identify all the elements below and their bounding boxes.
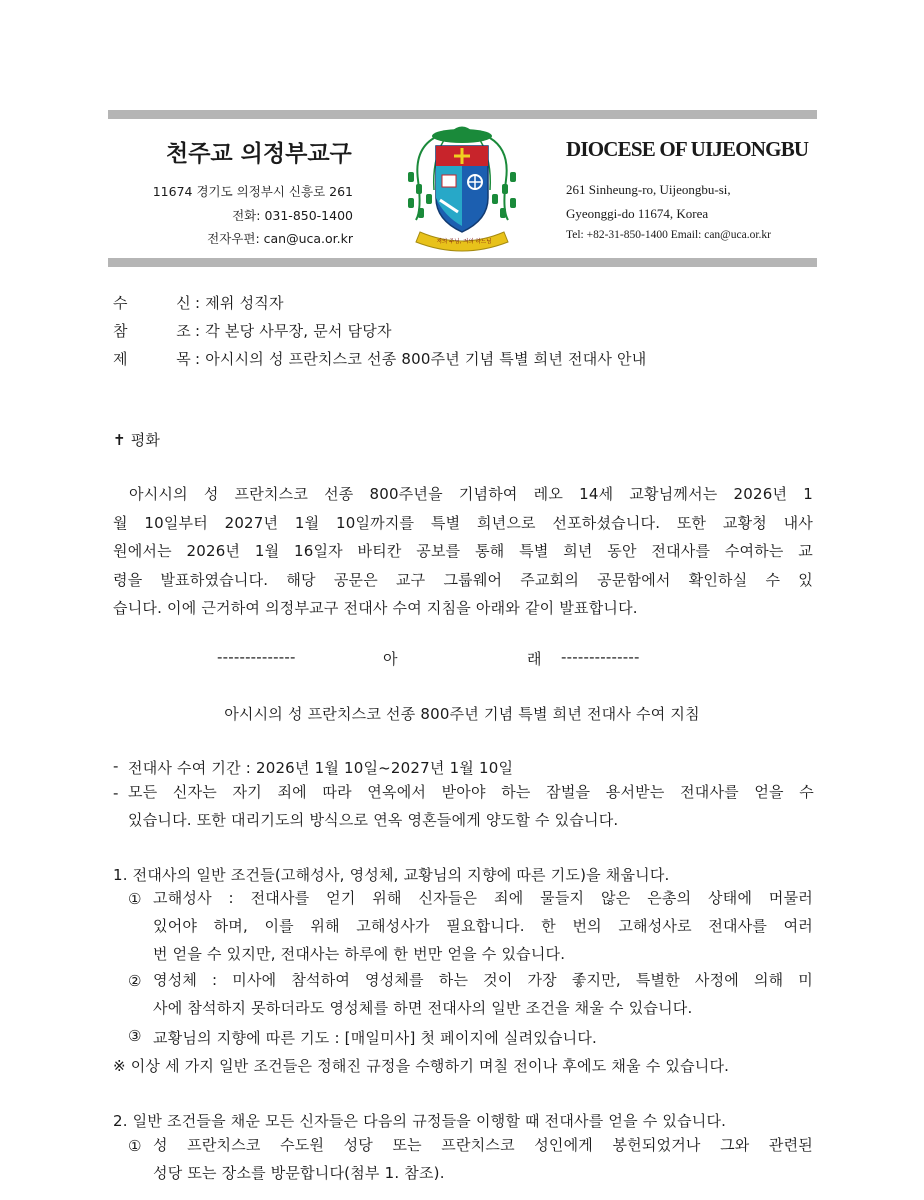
section2-item-visit bbox=[153, 1131, 813, 1187]
diocese-name-korean: 천주교 의정부교구 bbox=[166, 141, 352, 167]
address-english-line2: Gyeonggi-do 11674, Korea bbox=[566, 206, 709, 221]
bullet-indulgence bbox=[128, 778, 814, 834]
item-line: 사에 참석하지 못하더라도 영성체를 하면 전대사의 일반 조건을 채울 수 있습니다. bbox=[153, 999, 693, 1017]
item-line: 있어야 하며, 이를 위해 고해성사가 필요합니다. 한 번의 고해성사로 전대사를 여러 bbox=[153, 917, 813, 935]
diocese-coat-of-arms-icon bbox=[404, 120, 520, 252]
item-line: 번 얻을 수 있지만, 전대사는 하루에 한 번만 얻을 수 있습니다. bbox=[153, 945, 566, 963]
item-number: ① bbox=[128, 890, 142, 908]
bullet-mark: - bbox=[113, 757, 119, 775]
greeting: ✝ 평화 bbox=[113, 431, 161, 449]
phone-korean: 전화: 031-850-1400 bbox=[232, 208, 353, 223]
intro-line: 월 10일부터 2027년 1월 10일까지를 특별 희년으로 선포하셨습니다. 또한 교황청 내사 bbox=[113, 513, 813, 532]
intro-line: 습니다. 이에 근거하여 의정부교구 전대사 수여 지침을 아래와 같이 발표합니다. bbox=[113, 599, 638, 617]
routing-value-subject: : 아시시의 성 프란치스코 선종 800주년 기념 특별 희년 전대사 안내 bbox=[195, 350, 647, 368]
intro-paragraph bbox=[113, 480, 813, 623]
bullet-period: 전대사 수여 기간 : 2026년 1월 10일~2027년 1월 10일 bbox=[128, 759, 514, 777]
item-number: ① bbox=[128, 1137, 142, 1155]
header-bottom-rule bbox=[108, 258, 817, 267]
item-number: ③ bbox=[128, 1027, 142, 1045]
intro-line: 아시시의 성 프란치스코 선종 800주년을 기념하여 레오 14세 교황님께서는 2026년 1 bbox=[129, 485, 813, 503]
item-line: 고해성사 : 전대사를 얻기 위해 신자들은 죄에 물들지 않은 은총의 상태에 머물러 bbox=[153, 889, 813, 907]
address-korean: 11674 경기도 의정부시 신흥로 261 bbox=[152, 184, 353, 199]
item-line: 성당 또는 장소를 방문합니다(첨부 1. 참조). bbox=[153, 1164, 445, 1182]
section1-item-communion bbox=[153, 966, 813, 1022]
email-korean: 전자우편: can@uca.or.kr bbox=[207, 231, 353, 246]
divider-dashes-left: -------------- bbox=[217, 648, 296, 666]
section2-heading: 2. 일반 조건들을 채운 모든 신자들은 다음의 규정들을 이행할 때 전대사를 얻을 수 있습니다. bbox=[113, 1112, 727, 1130]
section-title: 아시시의 성 프란치스코 선종 800주년 기념 특별 희년 전대사 수여 지침 bbox=[224, 705, 700, 723]
section1-note: ※ 이상 세 가지 일반 조건들은 정해진 규정을 수행하기 며칠 전이나 후에도 채울 수 있습니다. bbox=[113, 1057, 730, 1075]
routing-value-reference: : 각 본당 사무장, 문서 담당자 bbox=[195, 322, 392, 340]
coat-of-arms-motto: 저의 주님, 저의 하느님 bbox=[436, 239, 492, 245]
intro-line: 령을 발표하였습니다. 해당 공문은 교구 그룹웨어 주교회의 공문함에서 확인하실 수 있 bbox=[113, 570, 813, 589]
intro-line: 원에서는 2026년 1월 16일자 바티칸 공보를 통해 특별 희년 동안 전대사를 수여하는 교 bbox=[113, 542, 813, 560]
divider-right-char: 래 bbox=[527, 650, 542, 668]
routing-value-recipient: : 제위 성직자 bbox=[195, 294, 284, 312]
routing-label-recipient: 수 신 bbox=[113, 294, 191, 312]
bullet-line: 모든 신자는 자기 죄에 따라 연옥에서 받아야 하는 잠벌을 용서받는 전대사를 얻을 수 bbox=[128, 783, 814, 801]
section1-item-prayer: 교황님의 지향에 따른 기도 : [매일미사] 첫 페이지에 실려있습니다. bbox=[153, 1029, 598, 1047]
item-line: 영성체 : 미사에 참석하여 영성체를 하는 것이 가장 좋지만, 특별한 사정에 의해 미 bbox=[153, 971, 813, 989]
item-line: 성 프란치스코 수도원 성당 또는 프란치스코 성인에게 봉헌되었거나 그와 관련된 bbox=[153, 1136, 813, 1154]
section1-item-confession bbox=[153, 884, 813, 968]
routing-label-subject: 제 목 bbox=[113, 350, 191, 368]
header-top-rule bbox=[108, 110, 817, 119]
bullet-mark: - bbox=[113, 784, 119, 802]
section1-heading: 1. 전대사의 일반 조건들(고해성사, 영성체, 교황님의 지향에 따른 기도)을 채웁니다. bbox=[113, 866, 670, 884]
contact-english: Tel: +82-31-850-1400 Email: can@uca.or.kr bbox=[566, 229, 772, 241]
address-english-line1: 261 Sinheung-ro, Uijeongbu-si, bbox=[566, 182, 731, 197]
item-number: ② bbox=[128, 972, 142, 990]
divider-dashes-right: -------------- bbox=[561, 648, 640, 666]
bullet-line: 있습니다. 또한 대리기도의 방식으로 연옥 영혼들에게 양도할 수 있습니다. bbox=[128, 811, 619, 829]
routing-label-reference: 참 조 bbox=[113, 322, 191, 340]
divider-left-char: 아 bbox=[383, 650, 398, 668]
diocese-name-english: DIOCESE OF UIJEONGBU bbox=[566, 137, 809, 161]
